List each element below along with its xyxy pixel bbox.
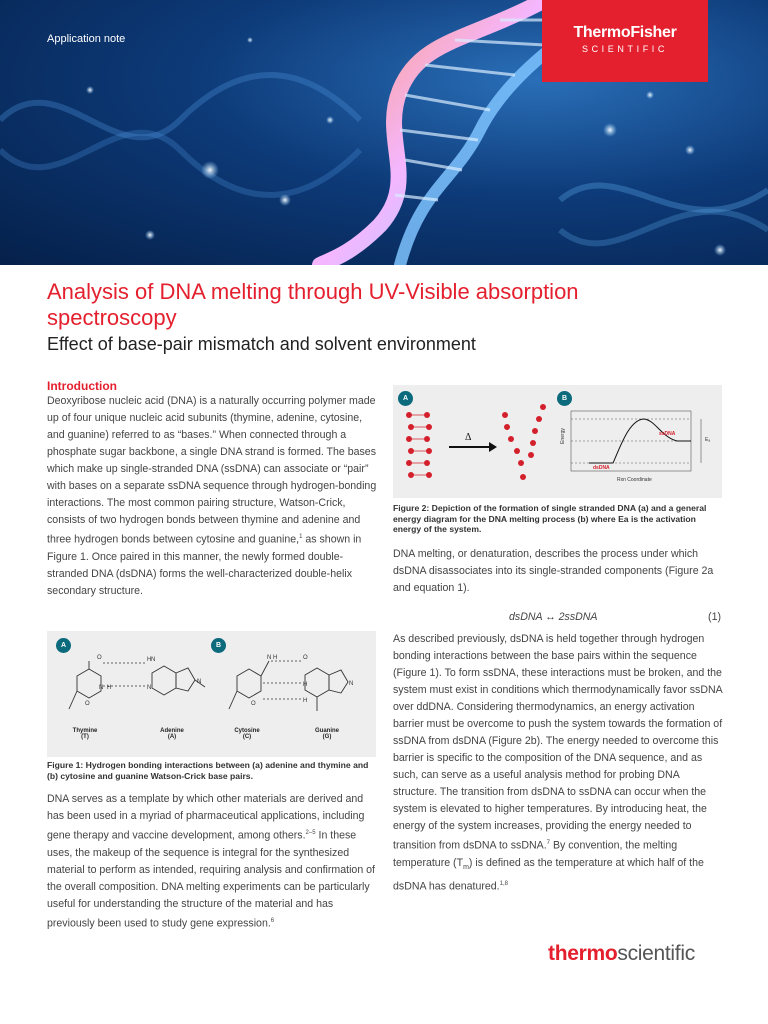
- delta-symbol: Δ: [465, 432, 472, 443]
- energy-axis-label: Energy: [559, 428, 566, 444]
- guanine-label: Guanine (G): [314, 728, 339, 740]
- ssdna-label: ssDNA: [659, 431, 676, 437]
- svg-text:H: H: [273, 655, 278, 661]
- svg-text:O: O: [303, 655, 308, 661]
- intro-section: [47, 379, 377, 600]
- svg-text:N: N: [267, 655, 272, 661]
- figure-2-caption: Figure 2: Depiction of the formation of single stranded DNA (a) and a general energy diagram for the DNA melting process (b) where Ea is the activation energy of the system.: [393, 503, 707, 534]
- adenine-label: Adenine (A): [160, 728, 184, 740]
- page-title: Analysis of DNA melting through UV-Visible absorption spectroscopy: [47, 279, 579, 330]
- base-pair-structures: [47, 631, 376, 731]
- cytosine-label: Cytosine (C): [234, 728, 260, 740]
- svg-text:H: H: [303, 698, 308, 704]
- figure-1-badge-a: A: [56, 638, 71, 653]
- svg-text:H: H: [303, 682, 308, 688]
- hero-banner: [0, 0, 768, 265]
- figure-2-badge-a: A: [398, 391, 413, 406]
- equation-number: (1): [708, 611, 721, 623]
- svg-text:N: N: [151, 657, 156, 663]
- figure-1-caption: Figure 1: Hydrogen bonding interactions between (a) adenine and thymine and (b) cytosine and guanine Watson-Crick base pairs.: [47, 760, 369, 781]
- footer-logo-scientific: scientific: [617, 942, 695, 965]
- svg-text:N: N: [197, 679, 202, 685]
- svg-text:O: O: [251, 701, 256, 707]
- ea-label: Eₐ: [705, 437, 711, 443]
- doc-type-label: Application note: [47, 33, 126, 45]
- footer-logo: [548, 942, 695, 966]
- rxn-coordinate-label: Rxn Coordinate: [617, 477, 652, 483]
- dsdna-label: dsDNA: [593, 465, 610, 471]
- svg-text:H: H: [147, 657, 152, 663]
- svg-text:O: O: [97, 655, 102, 661]
- brand-sub-text: SCIENTIFIC: [581, 44, 668, 54]
- svg-text:H: H: [107, 685, 112, 691]
- svg-text:O: O: [85, 701, 90, 707]
- melting-paragraph: DNA melting, or denaturation, describes the process under which dsDNA disassociates into its single-stranded components (Figure 2a and equation 1).: [393, 548, 714, 594]
- figure-1: [47, 631, 376, 757]
- page-subtitle: Effect of base-pair mismatch and solvent environment: [47, 334, 476, 354]
- thermodynamics-paragraph: As described previously, dsDNA is held together through hydrogen bonding interactions between the base pairs within the sequence (Figure 1). To form ssDNA, these interactions must be broken, and the system must exist in conditions which thermodynamically favor ssDNA over ddDNA. Considering thermodynamics, an energy activation barrier must be overcome to push the system towards the formation of ssDNA from dsDNA (Figure 2b). The energy needed to overcome this barrier is specific to the composition of the DNA sequence, and as such, can serve as a useful analysis method for probing DNA structure. The transition from dsDNA to ssDNA can occur when the system is elevated to higher temperatures. By introducing heat, the energy of the system increases, providing the energy needed to transition from dsDNA to ssDNA.$^7$ By convention, the melting temperature $(T_m)$ is defined as the temperature at which half of the dsDNA has denatured.$^{1,8}$: [393, 633, 723, 893]
- applications-paragraph: DNA serves as a template by which other materials are derived and has been used in a myriad of pharmaceutical applications, including gene therapy and vaccine development, among others.$^{2-5}$ In these uses, the makeup of the sequence is integral for the synthesized material to perform as intended, requiring analysis and confirmation of the overall composition. DNA melting experiments can be particularly useful for understanding the structure of the material and has previously been used to study gene expression.$^6$: [47, 793, 375, 930]
- intro-paragraph: Deoxyribose nucleic acid (DNA) is a naturally occurring polymer made up of four unique nucleic acid subunits (thymine, adenine, cytosine, and guanine) referred to as “bases.” When connected through a phosphate sugar backbone, a single DNA strand is formed. The bases which make up single-stranded DNA (ssDNA) can associate or “pair” with bases on a separate ssDNA sequence through hydrogen-bonding interactions. The most common pairing structure, Watson-Crick, consists of two hydrogen bonds between thymine and adenine and three hydrogen bonds between cytosine and guanine,$^1$ as shown in Figure 1. Once paired in this manner, the newly formed double-stranded DNA (dsDNA) forms the well-characterized double-helix secondary structure.: [47, 395, 377, 597]
- figure-2-badge-b: B: [557, 391, 572, 406]
- brand-main-text: ThermoFisher: [573, 24, 677, 41]
- footer-logo-thermo: thermo: [548, 942, 618, 965]
- svg-text:N: N: [147, 685, 152, 691]
- melting-diagram: [393, 385, 722, 498]
- figure-2: [393, 385, 722, 498]
- intro-heading: Introduction: [47, 379, 117, 393]
- brand-logo: [542, 0, 708, 82]
- svg-text:N: N: [99, 685, 104, 691]
- thymine-label: Thymine (T): [72, 728, 98, 740]
- equation-text: dsDNA ↔ 2ssDNA: [509, 611, 598, 623]
- svg-text:N: N: [349, 681, 354, 687]
- figure-1-badge-b: B: [211, 638, 226, 653]
